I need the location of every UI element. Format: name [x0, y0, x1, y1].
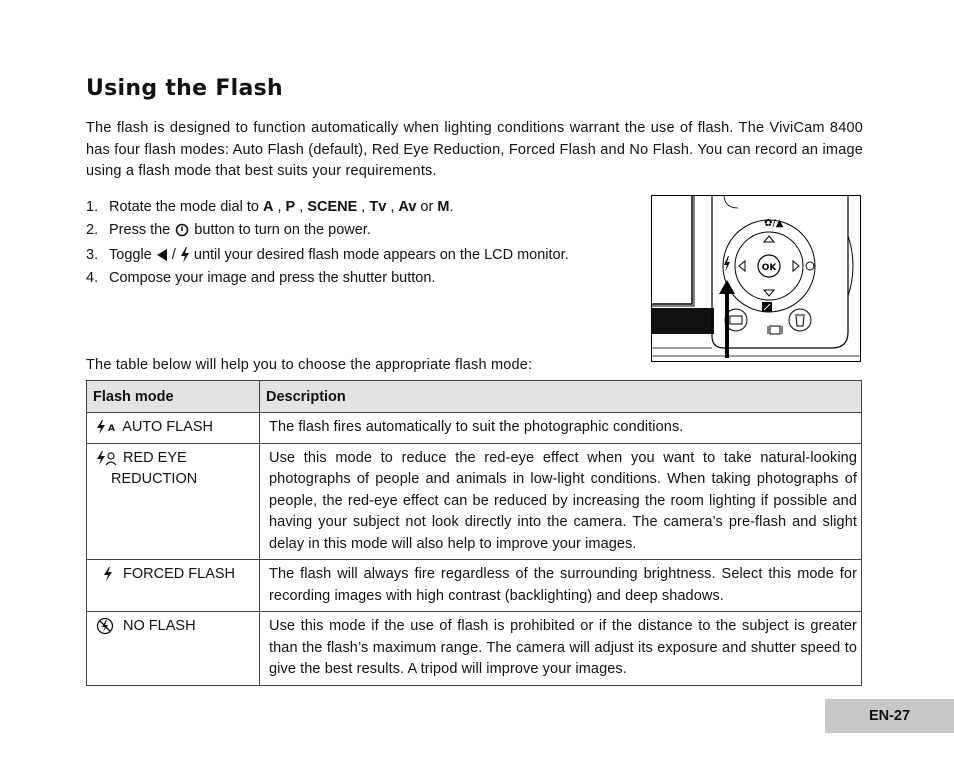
step-text: Compose your image and press the shutter button.: [109, 270, 436, 286]
camera-back-illustration: [651, 195, 861, 362]
description-cell: Use this mode to reduce the red-eye effect when you want to take natural-looking photographs of people and animals in low-light conditions. When taking photographs of people, the red-eye effect can be reduced by increasing the room lighting if possible and having your subject not look directly into the camera. The camera’s pre-flash and slight delay in this mode will also help to improve your images.: [260, 443, 862, 560]
flash-mode-cell: [87, 443, 260, 560]
delete-button: [789, 309, 811, 331]
step-number: 3.: [86, 247, 99, 263]
right-arrow-icon: [793, 261, 799, 271]
trash-icon: [795, 315, 805, 326]
table-row: [87, 443, 862, 560]
separator: ,: [273, 199, 286, 215]
camera-control-pad-drawing: [652, 196, 861, 362]
red-eye-reduction-icon: [95, 450, 119, 466]
step-text: Rotate the mode dial to: [109, 199, 263, 215]
power-icon: [174, 222, 190, 238]
table-row: [87, 612, 862, 686]
macro-landscape-icon: ✿/▲: [764, 218, 784, 229]
column-header-description: Description: [260, 381, 862, 413]
page-title: Using the Flash: [86, 76, 283, 101]
flash-mode-cell: [87, 413, 260, 444]
flash-mode-name: FORCED FLASH: [123, 566, 236, 582]
mode-av-label: Av: [398, 199, 417, 215]
flash-icon: [724, 256, 730, 272]
page-number: EN-27: [825, 699, 954, 733]
step-text: Toggle: [109, 247, 156, 263]
flash-mode-table: [86, 380, 862, 686]
steps-list: [86, 197, 626, 291]
separator: or: [416, 199, 438, 215]
step-4: [86, 268, 626, 289]
flash-mode-cell: [87, 612, 260, 686]
description-cell: The flash fires automatically to suit the photographic conditions.: [260, 413, 862, 444]
table-row: [87, 560, 862, 612]
separator: /: [167, 247, 180, 263]
table-row: [87, 413, 862, 444]
step-number: 2.: [86, 222, 99, 238]
separator: ,: [357, 199, 370, 215]
table-intro: The table below will help you to choose the appropriate flash mode:: [86, 357, 533, 373]
up-arrow-icon: [764, 236, 774, 242]
mode-p-label: P: [285, 199, 296, 215]
mode-scene-label: SCENE: [307, 199, 358, 215]
flash-mode-cell: [87, 560, 260, 612]
step-text: Press the: [109, 222, 175, 238]
step-text: until your desired flash mode appears on the LCD monitor.: [189, 247, 569, 263]
display-icon: [770, 326, 780, 334]
mode-m-label: M: [437, 199, 450, 215]
no-flash-icon: [95, 617, 119, 635]
flash-mode-name: RED EYE: [123, 449, 187, 466]
description-cell: The flash will always fire regardless of the surrounding brightness. Select this mode for recording images with high contrast (backlighting) and deep shadows.: [260, 560, 862, 612]
ok-label: OK: [761, 263, 777, 273]
left-arrow-icon: [739, 261, 745, 271]
svg-text:A: A: [108, 424, 115, 435]
step-3: [86, 245, 626, 266]
left-arrow-icon: [156, 248, 168, 262]
step-text: button to turn on the power.: [190, 222, 371, 238]
flash-mode-name: AUTO FLASH: [122, 419, 214, 435]
step-end: .: [449, 199, 454, 215]
self-timer-icon: [806, 262, 814, 270]
table-header-row: [87, 381, 862, 413]
separator: ,: [386, 199, 399, 215]
intro-paragraph: The flash is designed to function automatically when lighting conditions warrant the use of flash. The ViviCam 8400 has four flash modes: Auto Flash (default), Red Eye Reduction, Forced Flash and No Flash. You can record an image using a flash mode that best suits your requirements.: [86, 120, 863, 179]
step-2: [86, 220, 626, 241]
column-header-flash-mode: Flash mode: [87, 381, 260, 413]
mode-tv-label: Tv: [369, 199, 387, 215]
down-arrow-icon: [764, 290, 774, 296]
step-1: [86, 197, 626, 218]
step-number: 1.: [86, 199, 99, 215]
auto-flash-icon: [95, 419, 119, 435]
flash-icon: [180, 247, 190, 263]
mode-a-label: A: [262, 199, 274, 215]
description-cell: Use this mode if the use of flash is prohibited or if the distance to the subject is greater than the flash’s maximum range. The camera will adjust its exposure and shutter speed to give the best results. A tripod will improve your images.: [260, 612, 862, 686]
step-number: 4.: [86, 270, 99, 286]
flash-mode-name: NO FLASH: [123, 618, 196, 634]
forced-flash-icon: [95, 566, 119, 582]
separator: ,: [295, 199, 308, 215]
flash-mode-name-line2: REDUCTION: [111, 470, 198, 487]
